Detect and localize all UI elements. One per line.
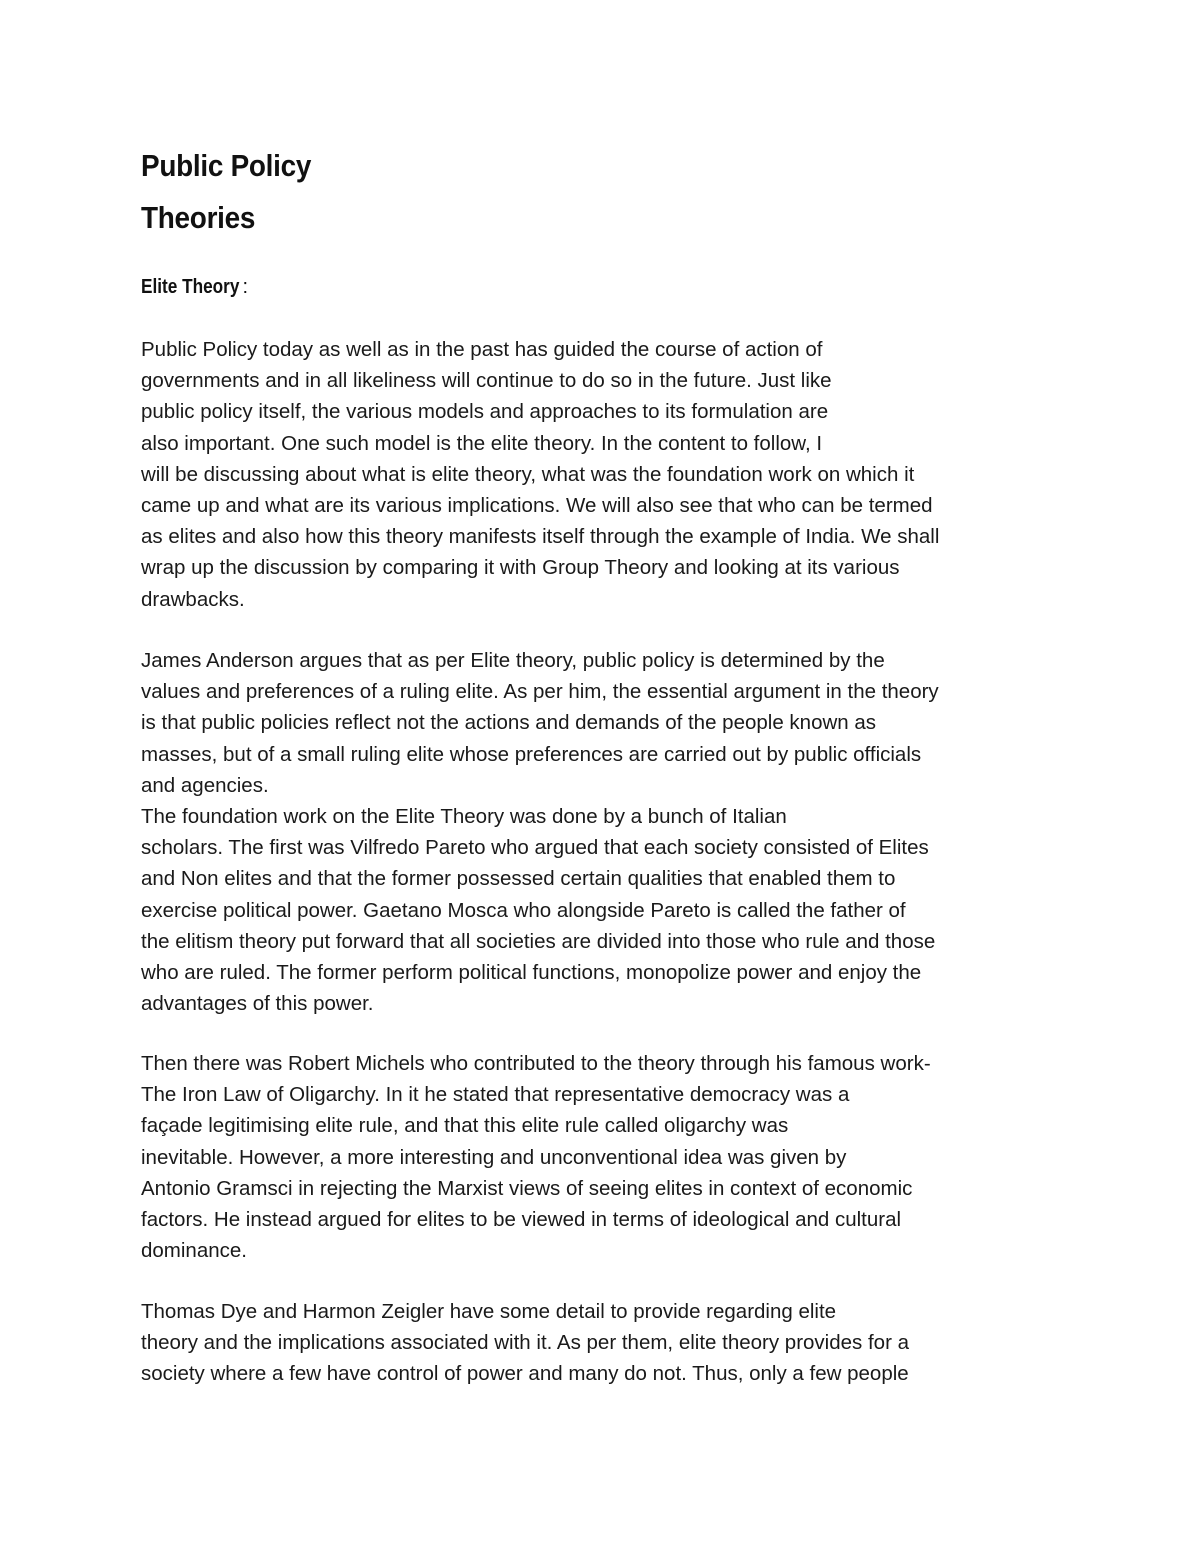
paragraph-line: exercise political power. Gaetano Mosca who alongside Pareto is called the father of (141, 898, 906, 922)
paragraph-line: Antonio Gramsci in rejecting the Marxist views of seeing elites in context of economic (141, 1176, 913, 1200)
paragraph-line: the elitism theory put forward that all societies are divided into those who rule and those (141, 929, 936, 953)
paragraph-line: dominance. (141, 1239, 247, 1263)
paragraph-line: Thomas Dye and Harmon Zeigler have some detail to provide regarding elite (141, 1300, 837, 1323)
paragraph-line: factors. He instead argued for elites to be viewed in terms of ideological and cultural (141, 1207, 902, 1231)
paragraph-line: and Non elites and that the former possessed certain qualities that enabled them to (141, 867, 896, 891)
paragraph-2 (141, 645, 939, 1019)
paragraph-3 (141, 1048, 931, 1266)
paragraph-line: public policy itself, the various models and approaches to its formulation are (141, 400, 829, 424)
paragraph-line: scholars. The first was Vilfredo Pareto who argued that each society consisted of Elites (141, 836, 929, 860)
paragraph-line: values and preferences of a ruling elite. As per him, the essential argument in the theory (141, 680, 939, 704)
paragraph-line: inevitable. However, a more interesting and unconventional idea was given by (141, 1145, 847, 1169)
title-line-2: Theories (141, 200, 256, 235)
paragraph-line: masses, but of a small ruling elite whose preferences are carried out by public officials (141, 742, 922, 766)
paragraph-line: drawbacks. (141, 587, 245, 611)
paragraph-line: Public Policy today as well as in the past has guided the course of action of (141, 338, 823, 361)
paragraph-line: The Iron Law of Oligarchy. In it he stated that representative democracy was a (141, 1083, 850, 1107)
section-heading-colon: : (242, 276, 249, 298)
paragraph-line: James Anderson argues that as per Elite theory, public policy is determined by the (141, 649, 885, 672)
document-title (141, 140, 311, 244)
paragraph-line: also important. One such model is the elite theory. In the content to follow, I (141, 431, 823, 455)
paragraph-line: is that public policies reflect not the actions and demands of the people known as (141, 711, 877, 735)
paragraph-line: advantages of this power. (141, 992, 374, 1016)
paragraph-line: governments and in all likeliness will continue to do so in the future. Just like (141, 369, 832, 393)
paragraph-1 (141, 334, 939, 615)
section-heading (141, 274, 248, 300)
paragraph-line: and agencies. (141, 773, 269, 797)
section-heading-label: Elite Theory (141, 276, 240, 298)
paragraph-line: theory and the implications associated with it. As per them, elite theory provides for a (141, 1331, 909, 1355)
paragraph-line: façade legitimising elite rule, and that this elite rule called oligarchy was (141, 1114, 789, 1138)
title-line-1: Public Policy (141, 148, 312, 183)
paragraph-line: wrap up the discussion by comparing it with Group Theory and looking at its various (141, 556, 900, 580)
paragraph-line: The foundation work on the Elite Theory was done by a bunch of Italian (141, 804, 787, 828)
paragraph-line: Then there was Robert Michels who contributed to the theory through his famous work- (141, 1052, 931, 1075)
paragraph-line: who are ruled. The former perform political functions, monopolize power and enjoy the (141, 960, 922, 984)
paragraph-line: as elites and also how this theory manifests itself through the example of India. We shall (141, 525, 940, 549)
paragraph-4 (141, 1296, 909, 1390)
paragraph-line: will be discussing about what is elite theory, what was the foundation work on which it (141, 462, 915, 486)
paragraph-line: society where a few have control of power and many do not. Thus, only a few people (141, 1362, 909, 1386)
paragraph-line: came up and what are its various implications. We will also see that who can be termed (141, 493, 933, 517)
